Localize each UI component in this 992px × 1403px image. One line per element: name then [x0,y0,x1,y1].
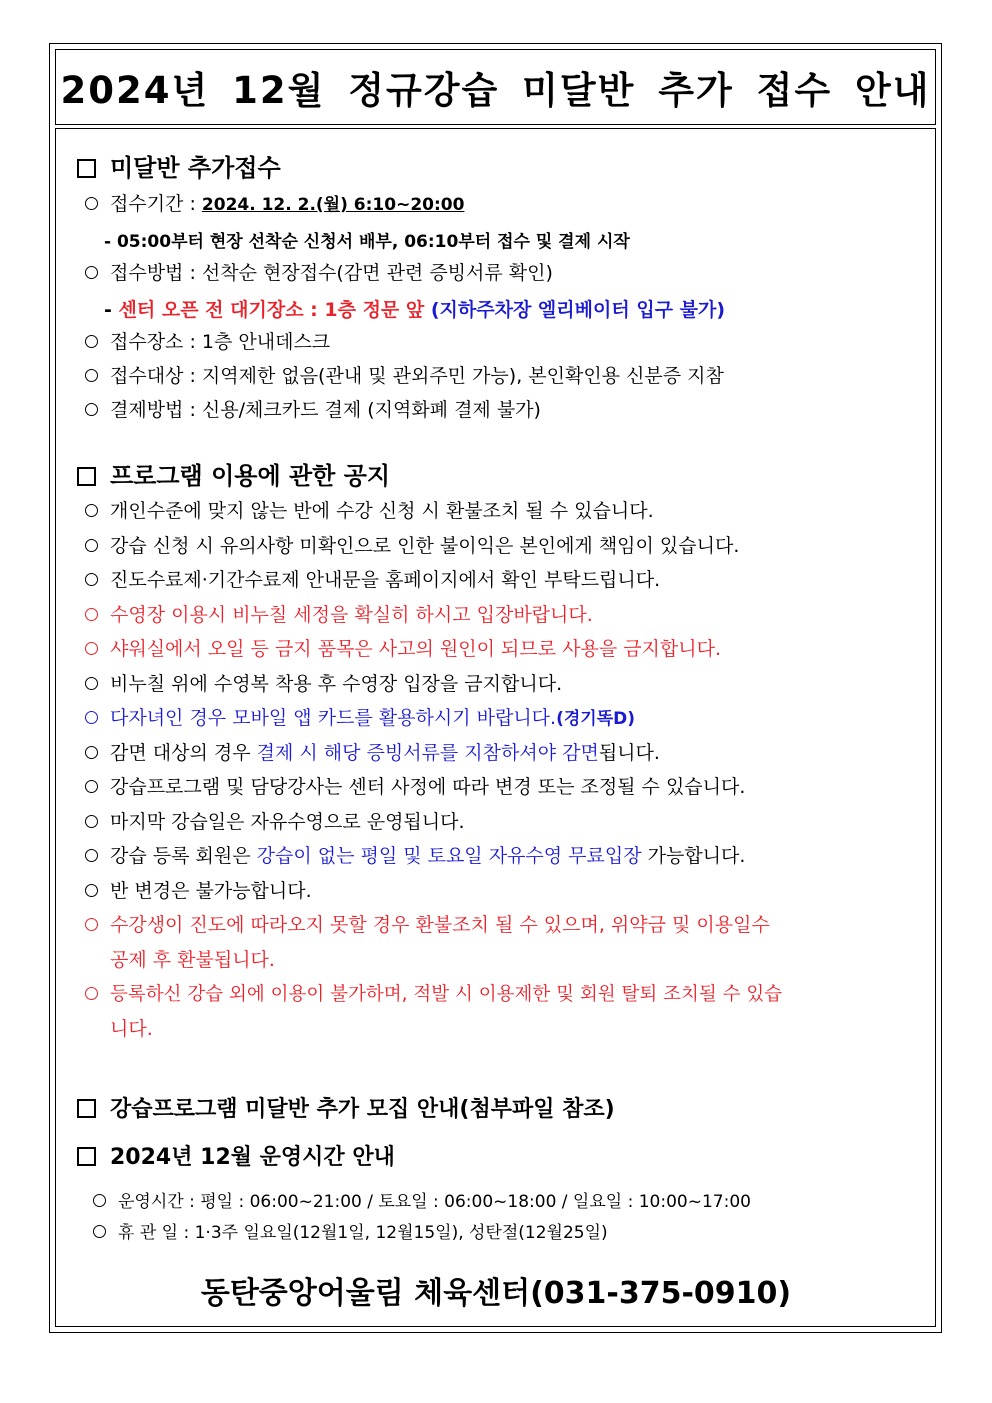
hours-text: 운영시간 : 평일 : 06:00~21:00 / 토요일 : 06:00~18:00 / 일요일 : 10:00~17:00 [118,1192,751,1212]
notice-item [85,603,593,627]
circle-bullet-icon [85,573,98,586]
notice-text: 마지막 강습일은 자유수영으로 운영됩니다. [110,811,465,833]
notice-item [85,913,770,937]
circle-bullet-icon [85,539,98,552]
notice-item [85,637,721,661]
circle-bullet-icon [85,918,98,931]
circle-bullet-icon [85,642,98,655]
dash: - [104,299,119,321]
heading-text: 프로그램 이용에 관한 공지 [110,462,391,490]
checkbox-square-icon [77,1099,96,1118]
circle-bullet-icon [85,987,98,1000]
circle-bullet-icon [93,1194,106,1207]
notice-item [85,741,660,765]
notice-text: 다자녀인 경우 모바일 앱 카드를 활용하시기 바랍니다. [110,707,557,729]
circle-bullet-icon [85,746,98,759]
notice-text: 진도수료제·기간수료제 안내문을 홈페이지에서 확인 부탁드립니다. [110,569,661,591]
notice-highlight: 결제 시 해당 증빙서류를 지참하셔야 감면 [256,742,599,764]
circle-bullet-icon [85,504,98,517]
notice-highlight: 강습이 없는 평일 및 토요일 자유수영 무료입장 [256,845,642,867]
heading-text: 2024년 12월 운영시간 안내 [110,1145,395,1170]
notice-text: 강습 등록 회원은 [110,845,257,867]
notice-item [85,775,745,799]
circle-bullet-icon [85,815,98,828]
notice-item [85,879,312,903]
notice-item [85,706,635,731]
method-line [85,261,553,285]
notice-item-continued: 공제 후 환불됩니다. [110,949,275,971]
section-heading-additional-registration [77,148,281,183]
circle-bullet-icon [85,780,98,793]
notice-item [85,568,660,592]
notice-item [85,810,465,834]
circle-bullet-icon [85,369,98,382]
wait-place-line [104,295,725,322]
notice-text: 수강생이 진도에 따라오지 못할 경우 환불조치 될 수 있으며, 위약금 및 이용일수 [110,914,770,936]
notice-text: 강습 신청 시 유의사항 미확인으로 인한 불이익은 본인에게 책임이 있습니다. [110,535,740,557]
circle-bullet-icon [85,403,98,416]
heading-text: 미달반 추가접수 [110,154,281,182]
notice-item [85,844,745,868]
circle-bullet-icon [85,884,98,897]
notice-item-continued: 니다. [110,1018,153,1040]
circle-bullet-icon [85,197,98,210]
place-line [85,330,330,354]
notice-item [85,534,739,558]
checkbox-square-icon [77,467,96,486]
closed-text: 휴 관 일 : 1·3주 일요일(12월1일, 12월15일), 성탄절(12월25일) [118,1223,608,1243]
circle-bullet-icon [85,677,98,690]
footer-contact: 동탄중앙어울림 체육센터(031-375-0910) [200,1276,792,1311]
wait-place-red: 센터 오픈 전 대기장소 : 1층 정문 앞 [118,299,431,321]
wait-place-blue: (지하주차장 엘리베이터 입구 불가) [430,299,726,321]
app-name: (경기똑D) [556,709,635,729]
heading-text: 강습프로그램 미달반 추가 모집 안내(첨부파일 참조) [110,1097,615,1122]
notice-text: 수영장 이용시 비누칠 세정을 확실히 하시고 입장바랍니다. [110,604,593,626]
notice-text: 비누칠 위에 수영복 착용 후 수영장 입장을 금지합니다. [110,673,563,695]
target-line [85,364,724,388]
period-line [85,192,464,217]
closed-line [93,1221,608,1245]
place-text: 접수장소 : 1층 안내데스크 [110,331,331,353]
page-title: 2024년 12월 정규강습 미달반 추가 접수 안내 [60,69,931,112]
circle-bullet-icon [85,849,98,862]
hours-line [93,1190,751,1214]
target-text: 접수대상 : 지역제한 없음(관내 및 관외주민 가능), 본인확인용 신분증 지참 [110,365,724,387]
section-heading-recruitment [77,1092,615,1123]
circle-bullet-icon [85,266,98,279]
payment-line [85,398,541,422]
notice-text: 샤워실에서 오일 등 금지 품목은 사고의 원인이 되므로 사용을 금지합니다. [110,638,722,660]
payment-text: 결제방법 : 신용/체크카드 결제 (지역화폐 결제 불가) [110,399,541,421]
notice-item [85,983,782,1007]
section-heading-hours [77,1140,395,1171]
section-heading-notice [77,456,390,491]
notice-text: 강습프로그램 및 담당강사는 센터 사정에 따라 변경 또는 조정될 수 있습니다. [110,776,746,798]
notice-text: 가능합니다. [641,845,746,867]
checkbox-square-icon [77,1147,96,1166]
circle-bullet-icon [85,335,98,348]
notice-text: 감면 대상의 경우 [110,742,257,764]
notice-text: 등록하신 강습 외에 이용이 불가하며, 적발 시 이용제한 및 회원 탈퇴 조치될 수 있습 [110,984,783,1005]
notice-item [85,672,562,696]
period-value: 2024. 12. 2.(월) 6:10~20:00 [201,195,465,215]
period-label: 접수기간 : [110,193,202,215]
circle-bullet-icon [85,608,98,621]
title-box [55,49,936,125]
circle-bullet-icon [85,711,98,724]
period-note: - 05:00부터 현장 선착순 신청서 배부, 06:10부터 접수 및 결제 시작 [104,232,630,252]
circle-bullet-icon [93,1225,106,1238]
method-text: 접수방법 : 선착순 현장접수(감면 관련 증빙서류 확인) [110,262,553,284]
notice-item [85,499,654,523]
notice-text: 반 변경은 불가능합니다. [110,880,312,902]
notice-text: 됩니다. [598,742,660,764]
checkbox-square-icon [77,159,96,178]
notice-text: 개인수준에 맞지 않는 반에 수강 신청 시 환불조치 될 수 있습니다. [110,500,654,522]
